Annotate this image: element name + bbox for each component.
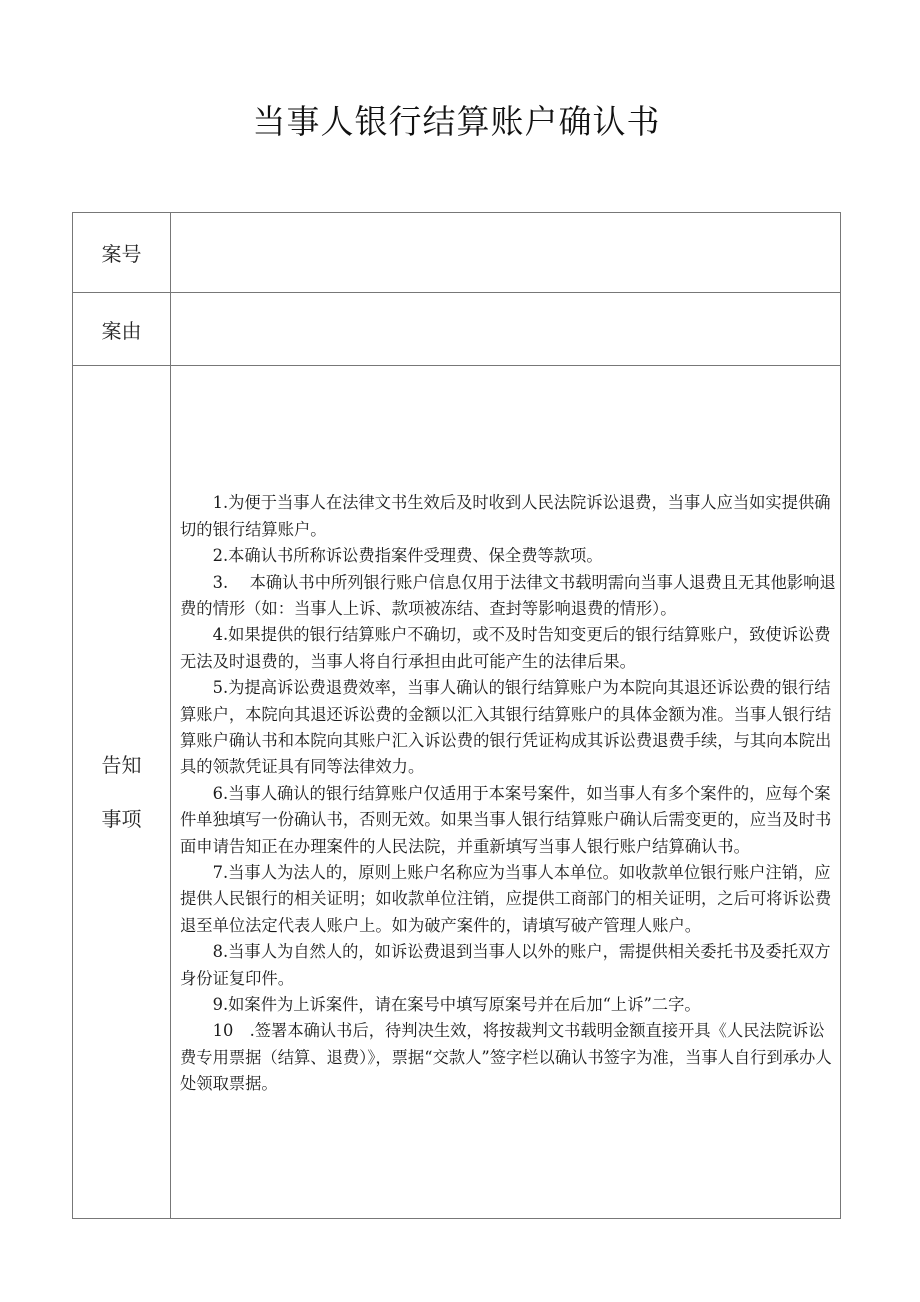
confirmation-form-table [72,212,841,1219]
notice-label-line2: 事项 [101,807,142,831]
notice-item-9: 9.如案件为上诉案件，请在案号中填写原案号并在后加“上诉”二字。 [212,995,701,1015]
case-cause-row [73,293,841,366]
case-cause-field[interactable] [171,293,841,366]
notice-item-7: 7.当事人为法人的，原则上账户名称应为当事人本单位。如收款单位银行账户注销，应提供人民银行的相关证明；如收款单位注销，应提供工商部门的相关证明，之后可将诉讼费退至单位法定代表人账户上。如为破产案件的，请填写破产管理人账户。 [180,863,832,935]
notice-item-4: 4.如果提供的银行结算账户不确切，或不及时告知变更后的银行结算账户，致使诉讼费无法及时退费的，当事人将自行承担由此可能产生的法律后果。 [180,625,831,671]
notice-item-10: 10 .签署本确认书后，待判决生效，将按裁判文书载明金额直接开具《人民法院诉讼费专用票据（结算、退费）》，票据“交款人”签字栏以确认书签字为准，当事人自行到承办人处领取票据。 [180,1021,832,1094]
notice-item-6: 6.当事人确认的银行结算账户仅适用于本案号案件，如当事人有多个案件的，应每个案件单独填写一份确认书，否则无效。如果当事人银行结算账户确认后需变更的，应当及时书面申请告知正在办理案件的人民法院，并重新填写当事人银行账户结算确认书。 [180,783,832,856]
notice-label-line1: 告知 [101,753,142,777]
document-title: 当事人银行结算账户确认书 [252,102,661,141]
notice-item-1: 1.为便于当事人在法律文书生效后及时收到人民法院诉讼退费，当事人应当如实提供确切的银行结算账户。 [180,493,831,539]
case-cause-label: 案由 [73,293,171,366]
notice-item-3: 3. 本确认书中所列银行账户信息仅用于法律文书载明需向当事人退费且无其他影响退费的情形（如：当事人上诉、款项被冻结、查封等影响退费的情形）。 [180,572,836,618]
notice-item-2: 2.本确认书所称诉讼费指案件受理费、保全费等款项。 [212,546,603,566]
notice-content [171,366,841,1219]
notice-list [171,486,840,1097]
case-number-field[interactable] [171,213,841,293]
notice-row [73,366,841,1219]
notice-label [73,366,171,1219]
case-number-label: 案号 [73,213,171,293]
case-number-row [73,213,841,293]
notice-item-5: 5.为提高诉讼费退费效率，当事人确认的银行结算账户为本院向其退还诉讼费的银行结算账户，本院向其退还诉讼费的金额以汇入其银行结算账户的具体金额为准。当事人银行结算账户确认书和本院向其账户汇入诉讼费的银行凭证构成其诉讼费退费手续，与其向本院出具的领款凭证具有同等法律效力。 [180,678,832,777]
notice-item-8: 8.当事人为自然人的，如诉讼费退到当事人以外的账户，需提供相关委托书及委托双方身份证复印件。 [180,942,831,988]
